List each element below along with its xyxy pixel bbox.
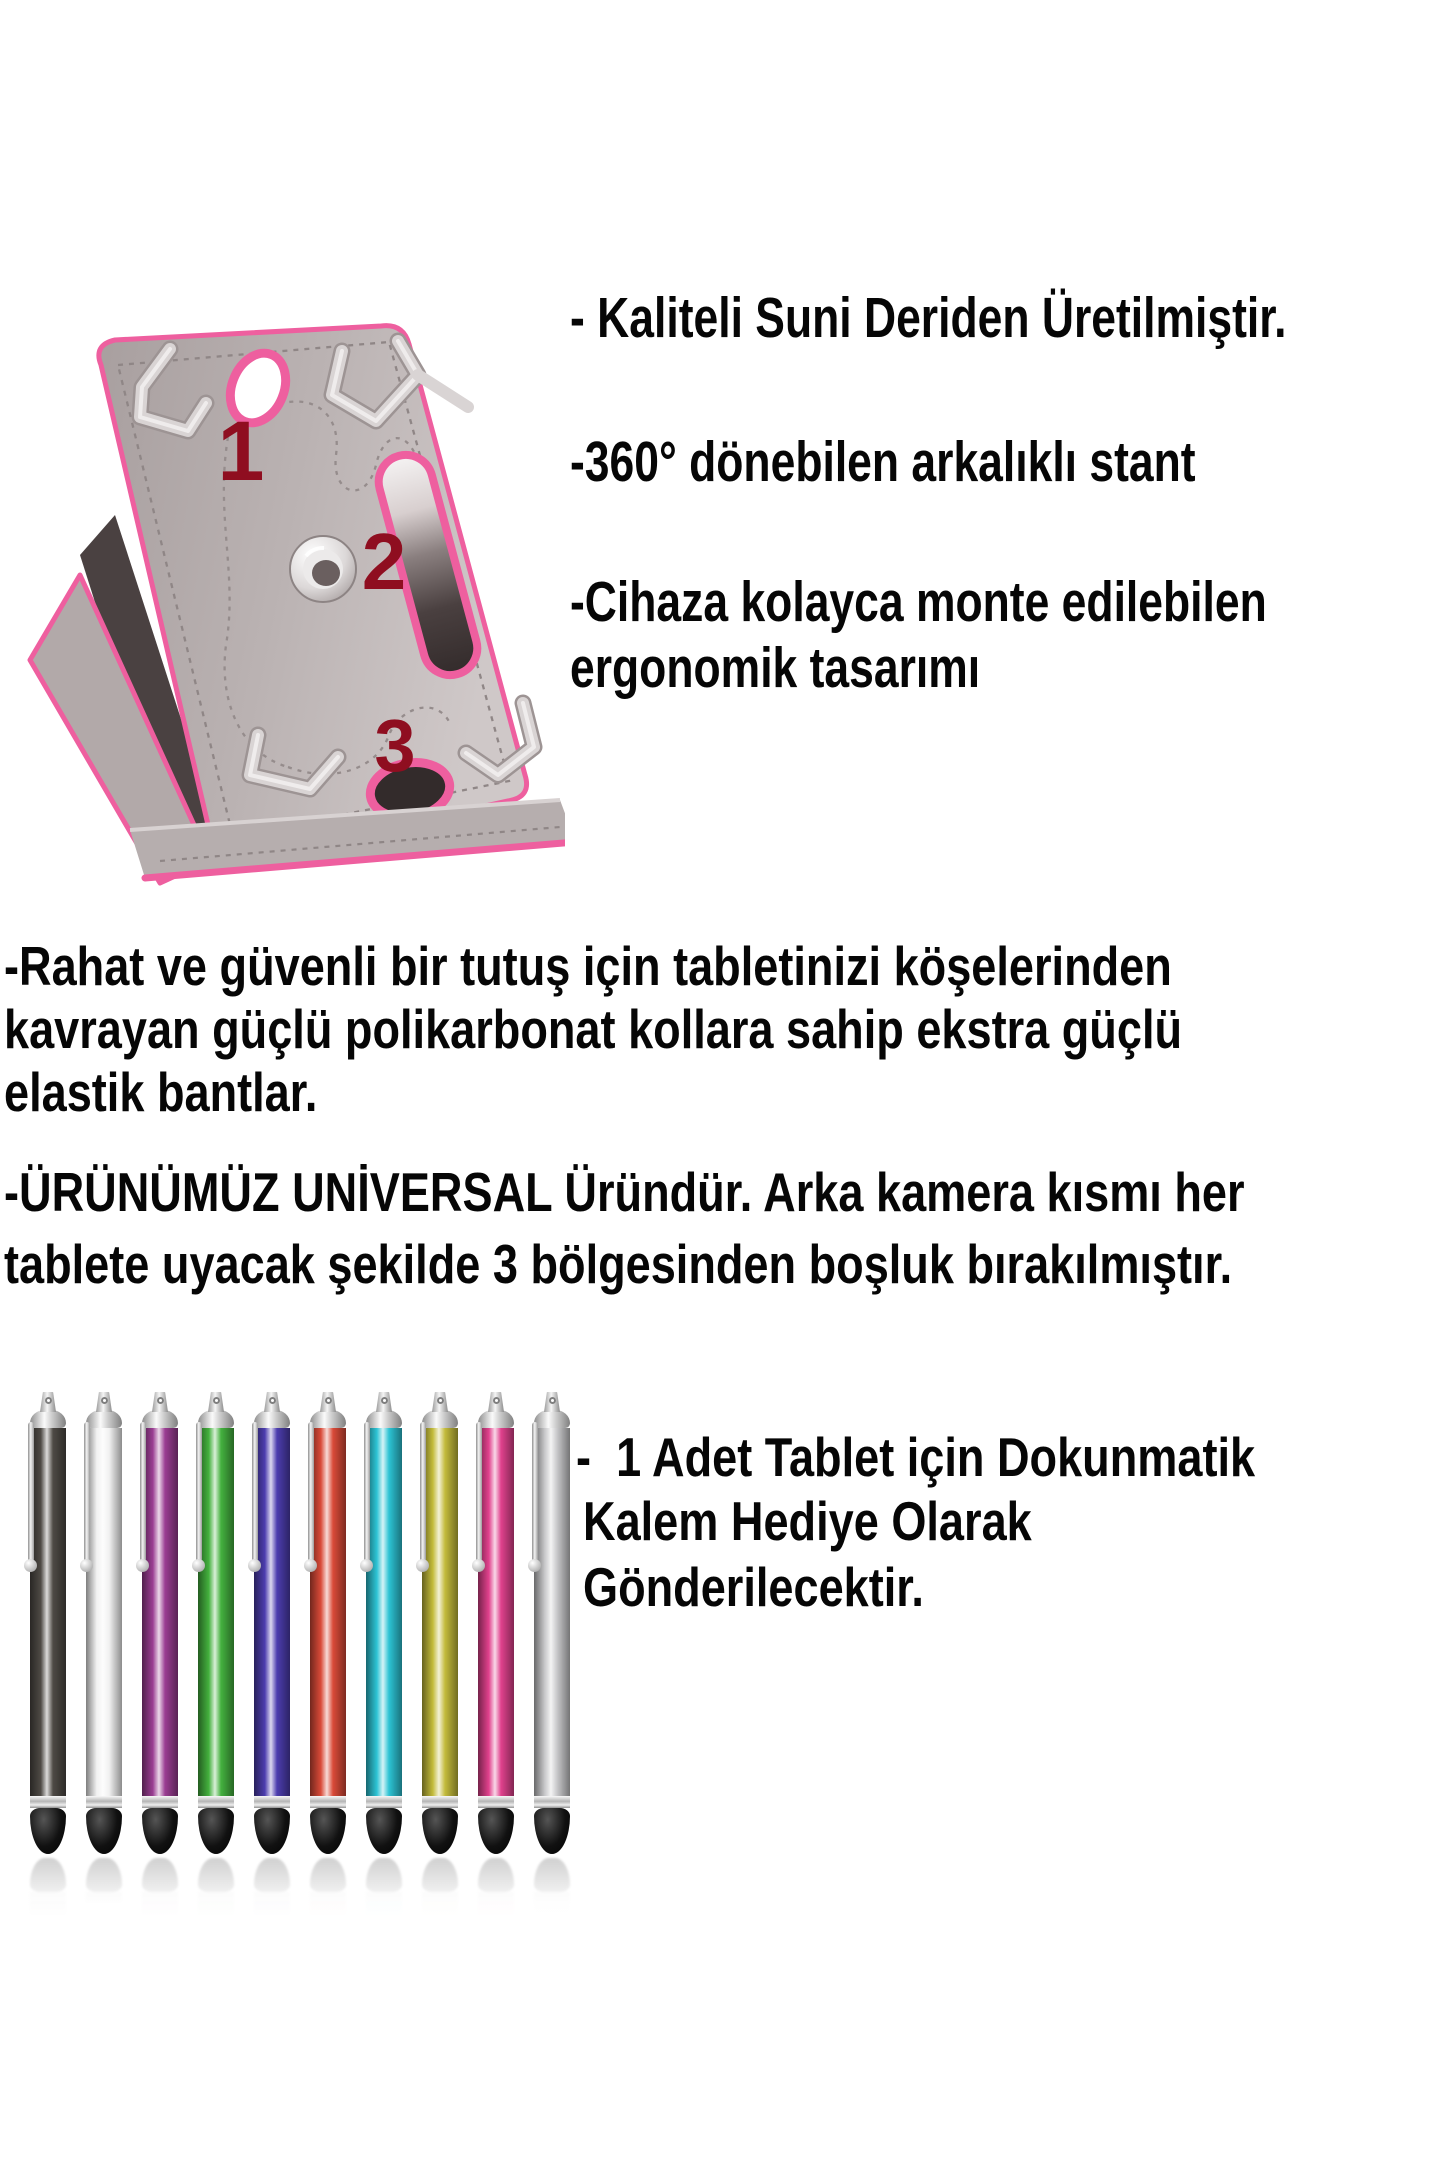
pen-reflection-fade	[140, 1856, 180, 1918]
pen-barrel	[310, 1428, 346, 1796]
center-grommet	[290, 536, 356, 602]
bullet-quality-leather: - Kaliteli Suni Deriden Üretilmiştir.	[570, 286, 1287, 350]
pen-barrel	[30, 1428, 66, 1796]
bullet-360-stand: -360° dönebilen arkalıklı stant	[570, 430, 1196, 494]
pen-hanger-tab	[488, 1392, 504, 1412]
pen-hanger-tab	[40, 1392, 56, 1412]
pen-barrel	[86, 1428, 122, 1796]
stylus-pen	[254, 1392, 290, 1854]
pen-ring	[534, 1796, 570, 1808]
pen-cap	[198, 1410, 234, 1428]
paragraph-2-line-1: -ÜRÜNÜMÜZ UNİVERSAL Üründür. Arka kamera kısmı her	[4, 1161, 1245, 1223]
pen-reflection-fade	[84, 1856, 124, 1918]
paragraph-1-line-2: kavrayan güçlü polikarbonat kollara sahip ekstra güçlü	[4, 998, 1183, 1060]
stylus-pen	[86, 1392, 122, 1854]
pen-hanger-tab	[208, 1392, 224, 1412]
pen-ring	[86, 1796, 122, 1808]
pen-barrel	[422, 1428, 458, 1796]
pen-barrel	[198, 1428, 234, 1796]
pen-clip	[196, 1422, 202, 1562]
pen-cap	[366, 1410, 402, 1428]
bullet-ergonomic-line-1: -Cihaza kolayca monte edilebilen	[570, 570, 1267, 634]
pen-reflection-fade	[476, 1856, 516, 1918]
pen-cap	[310, 1410, 346, 1428]
pen-barrel	[142, 1428, 178, 1796]
pen-clip	[28, 1422, 34, 1562]
pen-rubber-tip	[310, 1808, 346, 1854]
pen-ring	[254, 1796, 290, 1808]
pen-cap	[30, 1410, 66, 1428]
tablet-case-photo	[20, 215, 565, 895]
stylus-pen	[142, 1392, 178, 1854]
stylus-pen	[478, 1392, 514, 1854]
pen-clip	[364, 1422, 370, 1562]
pen-reflection-fade	[196, 1856, 236, 1918]
pen-cap	[534, 1410, 570, 1428]
stylus-pens-photo	[30, 1392, 570, 1932]
pen-barrel	[254, 1428, 290, 1796]
pen-clip	[532, 1422, 538, 1562]
gift-line-2: Kalem Hediye Olarak	[583, 1490, 1032, 1552]
bullet-ergonomic-line-2: ergonomik tasarımı	[570, 636, 981, 700]
pen-ring	[198, 1796, 234, 1808]
paragraph-1-line-3: elastik bantlar.	[4, 1061, 318, 1123]
pen-hanger-tab	[544, 1392, 560, 1412]
pen-ring	[30, 1796, 66, 1808]
stylus-pen	[310, 1392, 346, 1854]
pen-clip	[476, 1422, 482, 1562]
pen-ring	[366, 1796, 402, 1808]
pen-reflection-fade	[420, 1856, 460, 1918]
pen-barrel	[366, 1428, 402, 1796]
pen-ring	[478, 1796, 514, 1808]
pen-reflection-fade	[364, 1856, 404, 1918]
pen-clip	[140, 1422, 146, 1562]
pen-cap	[86, 1410, 122, 1428]
pen-reflection-fade	[532, 1856, 572, 1918]
pen-hanger-tab	[320, 1392, 336, 1412]
gift-line-1: - 1 Adet Tablet için Dokunmatik	[576, 1426, 1256, 1488]
pen-clip	[420, 1422, 426, 1562]
pen-rubber-tip	[254, 1808, 290, 1854]
pen-clip	[84, 1422, 90, 1562]
pen-rubber-tip	[142, 1808, 178, 1854]
pen-hanger-tab	[432, 1392, 448, 1412]
pen-rubber-tip	[534, 1808, 570, 1854]
pen-rubber-tip	[422, 1808, 458, 1854]
marker-3-label: 3	[374, 704, 416, 787]
pen-rubber-tip	[478, 1808, 514, 1854]
pen-hanger-tab	[376, 1392, 392, 1412]
stylus-pen	[366, 1392, 402, 1854]
pen-hanger-tab	[152, 1392, 168, 1412]
stylus-pen	[422, 1392, 458, 1854]
pen-cap	[422, 1410, 458, 1428]
pen-rubber-tip	[30, 1808, 66, 1854]
pen-hanger-tab	[264, 1392, 280, 1412]
stylus-pen	[534, 1392, 570, 1854]
pen-cap	[142, 1410, 178, 1428]
paragraph-2-line-2: tablete uyacak şekilde 3 bölgesinden boşluk bırakılmıştır.	[4, 1233, 1233, 1295]
tablet-case-illustration	[20, 215, 565, 895]
pen-clip	[308, 1422, 314, 1562]
pen-reflection-fade	[28, 1856, 68, 1918]
pen-reflection-fade	[252, 1856, 292, 1918]
pen-ring	[142, 1796, 178, 1808]
pen-rubber-tip	[198, 1808, 234, 1854]
pen-rubber-tip	[366, 1808, 402, 1854]
pen-barrel	[478, 1428, 514, 1796]
pen-reflection-fade	[308, 1856, 348, 1918]
pen-rubber-tip	[86, 1808, 122, 1854]
pen-cap	[254, 1410, 290, 1428]
pen-ring	[310, 1796, 346, 1808]
marker-1-label: 1	[217, 404, 265, 498]
paragraph-1-line-1: -Rahat ve güvenli bir tutuş için tabletinizi köşelerinden	[4, 935, 1172, 997]
stylus-pen	[30, 1392, 66, 1854]
marker-2-label: 2	[361, 517, 407, 606]
pen-hanger-tab	[96, 1392, 112, 1412]
gift-line-3: Gönderilecektir.	[583, 1556, 924, 1618]
pen-cap	[478, 1410, 514, 1428]
pen-barrel	[534, 1428, 570, 1796]
pen-clip	[252, 1422, 258, 1562]
pen-ring	[422, 1796, 458, 1808]
stylus-pen	[198, 1392, 234, 1854]
